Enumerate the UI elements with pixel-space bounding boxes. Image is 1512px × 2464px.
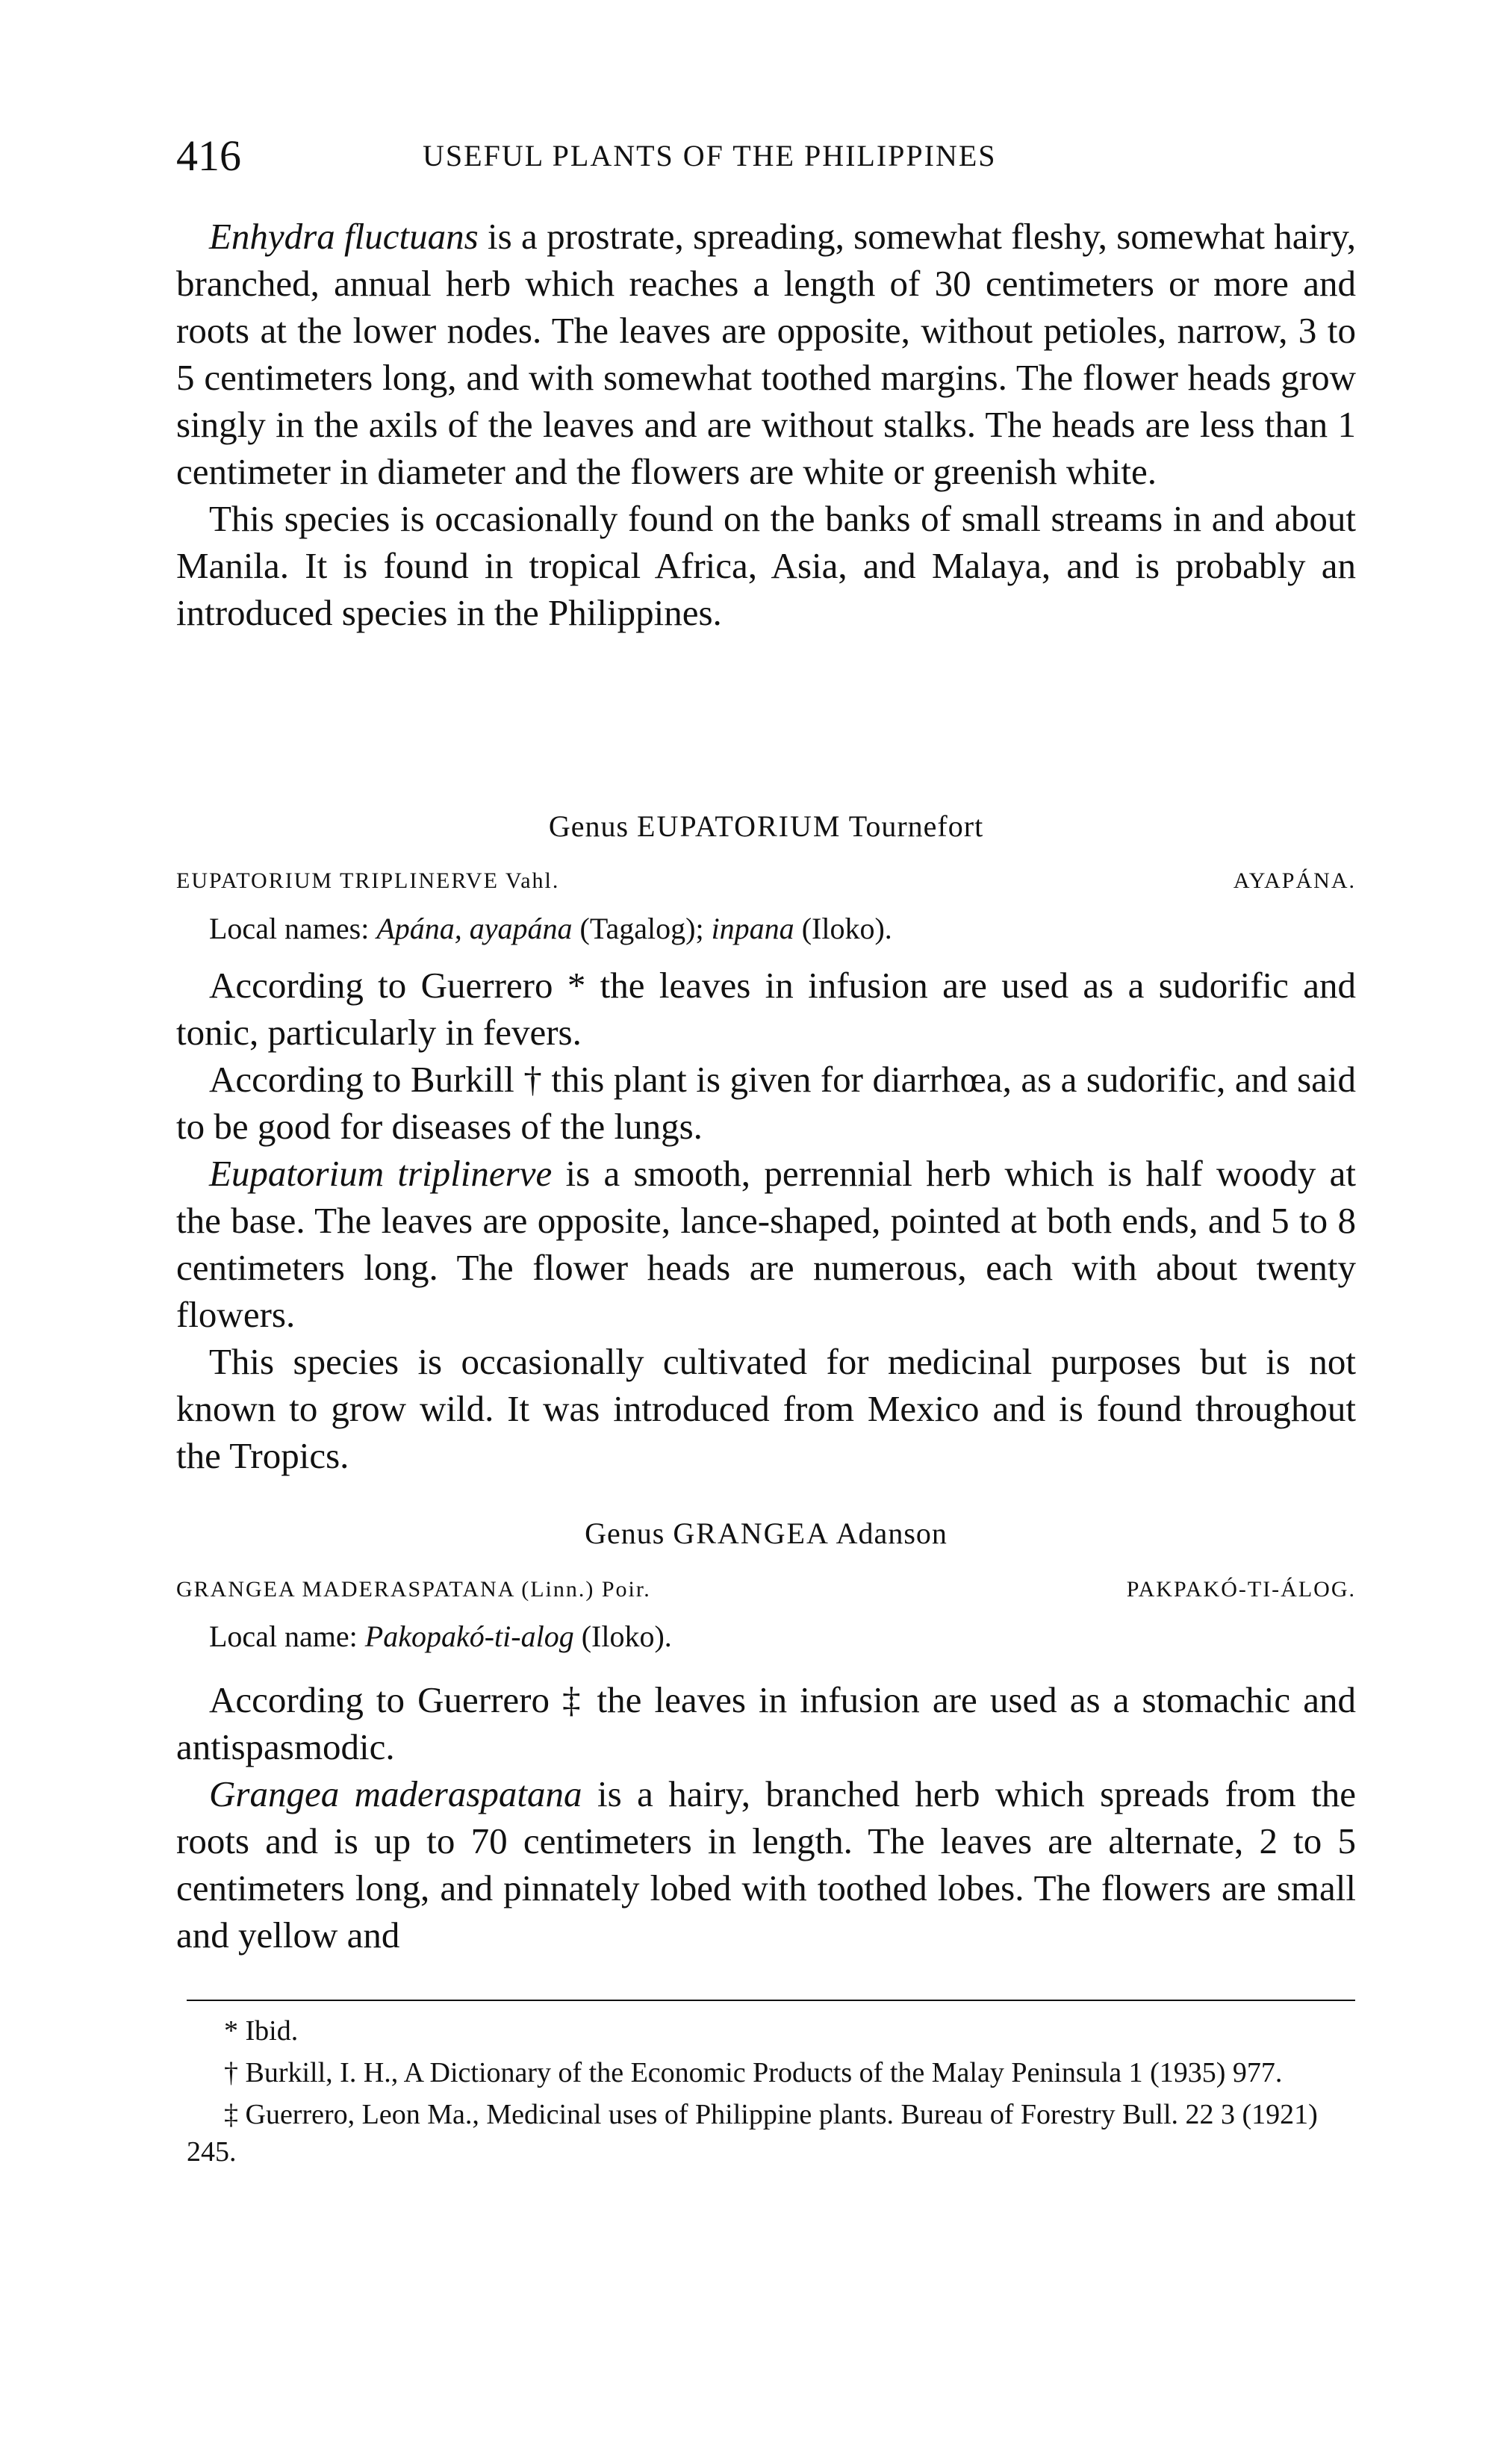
page-number: 416: [176, 131, 241, 180]
species-line-eupatorium: [176, 868, 1356, 894]
eupatorium-use-burkill: According to Burkill † this plant is given for diarrhœa, as a sudorific, and said to be good for diseases of the lungs.: [176, 1059, 1356, 1147]
footnote-item: † Burkill, I. H., A Dictionary of the Economic Products of the Malay Peninsula 1 (1935) 977.: [224, 2057, 1283, 2088]
local-names-eupatorium: Local names: Apána, ayapána (Tagalog); inpana (Iloko).: [209, 912, 892, 945]
species-author: Vahl.: [505, 868, 560, 893]
genus-heading-grangea: Genus GRANGEA Adanson: [585, 1516, 948, 1550]
eupatorium-description: Eupatorium triplinerve is a smooth, perrennial herb which is half woody at the base. The leaves are opposite, lance-shaped, pointed at both ends, and 5 to 8 centimeters long. The flower heads are numerous, each with about twenty flowers.: [176, 1153, 1357, 1335]
running-title: USEFUL PLANTS OF THE PHILIPPINES: [423, 139, 997, 172]
footnote-item: ‡ Guerrero, Leon Ma., Medicinal uses of Philippine plants. Bureau of Forestry Bull. 22 3 (1921) 245.: [187, 2099, 1318, 2168]
species-author: (Linn.) Poir.: [521, 1577, 651, 1602]
common-name: PAKPAKÓ-TI-ÁLOG.: [1126, 1577, 1356, 1602]
footnote-item: * Ibid.: [224, 2015, 299, 2047]
species-italic: Enhydra fluctuans: [209, 216, 479, 257]
species-name: GRANGEA MADERASPATANA: [176, 1577, 514, 1602]
common-name: AYAPÁNA.: [1233, 868, 1356, 893]
species-italic: Grangea maderaspatana: [209, 1773, 582, 1814]
species-name: EUPATORIUM TRIPLINERVE: [176, 868, 499, 893]
grangea-use-guerrero: According to Guerrero ‡ the leaves in infusion are used as a stomachic and antispasmodic.: [176, 1679, 1356, 1767]
species-italic: Eupatorium triplinerve: [209, 1153, 553, 1194]
page-header: [176, 131, 1348, 183]
enhydra-description: Enhydra fluctuans is a prostrate, spreading, somewhat fleshy, somewhat hairy, branched, annual herb which reaches a length of 30 centimeters or more and roots at the lower nodes. The leaves are opposite, without petioles, narrow, 3 to 5 centimeters long, and with somewhat toothed margins. The flower heads grow singly in the axils of the leaves and are without stalks. The heads are less than 1 centimeter in diameter and the flowers are white or greenish white.: [176, 216, 1356, 492]
footnote-divider: [187, 2000, 1355, 2001]
genus-heading-eupatorium: Genus EUPATORIUM Tournefort: [548, 809, 984, 843]
species-line-grangea: [176, 1577, 1356, 1602]
eupatorium-distribution: This species is occasionally cultivated for medicinal purposes but is not known to grow wild. It was introduced from Mexico and is found throughout the Tropics.: [176, 1341, 1356, 1476]
grangea-section: [176, 1676, 1356, 1959]
enhydra-section: [176, 213, 1356, 636]
footnotes: [187, 2012, 1355, 2175]
eupatorium-section: [176, 962, 1356, 1479]
local-names-grangea: Local name: Pakopakó-ti-alog (Iloko).: [209, 1620, 672, 1653]
eupatorium-use-guerrero: According to Guerrero * the leaves in infusion are used as a sudorific and tonic, particularly in fevers.: [176, 965, 1356, 1053]
grangea-description: Grangea maderaspatana is a hairy, branched herb which spreads from the roots and is up to 70 centimeters in length. The leaves are alternate, 2 to 5 centimeters long, and pinnately lobed with toothed lobes. The flowers are small and yellow and: [176, 1773, 1357, 1956]
enhydra-distribution: This species is occasionally found on the banks of small streams in and about Manila. It is found in tropical Africa, Asia, and Malaya, and is probably an introduced species in the Philippines.: [176, 498, 1356, 633]
